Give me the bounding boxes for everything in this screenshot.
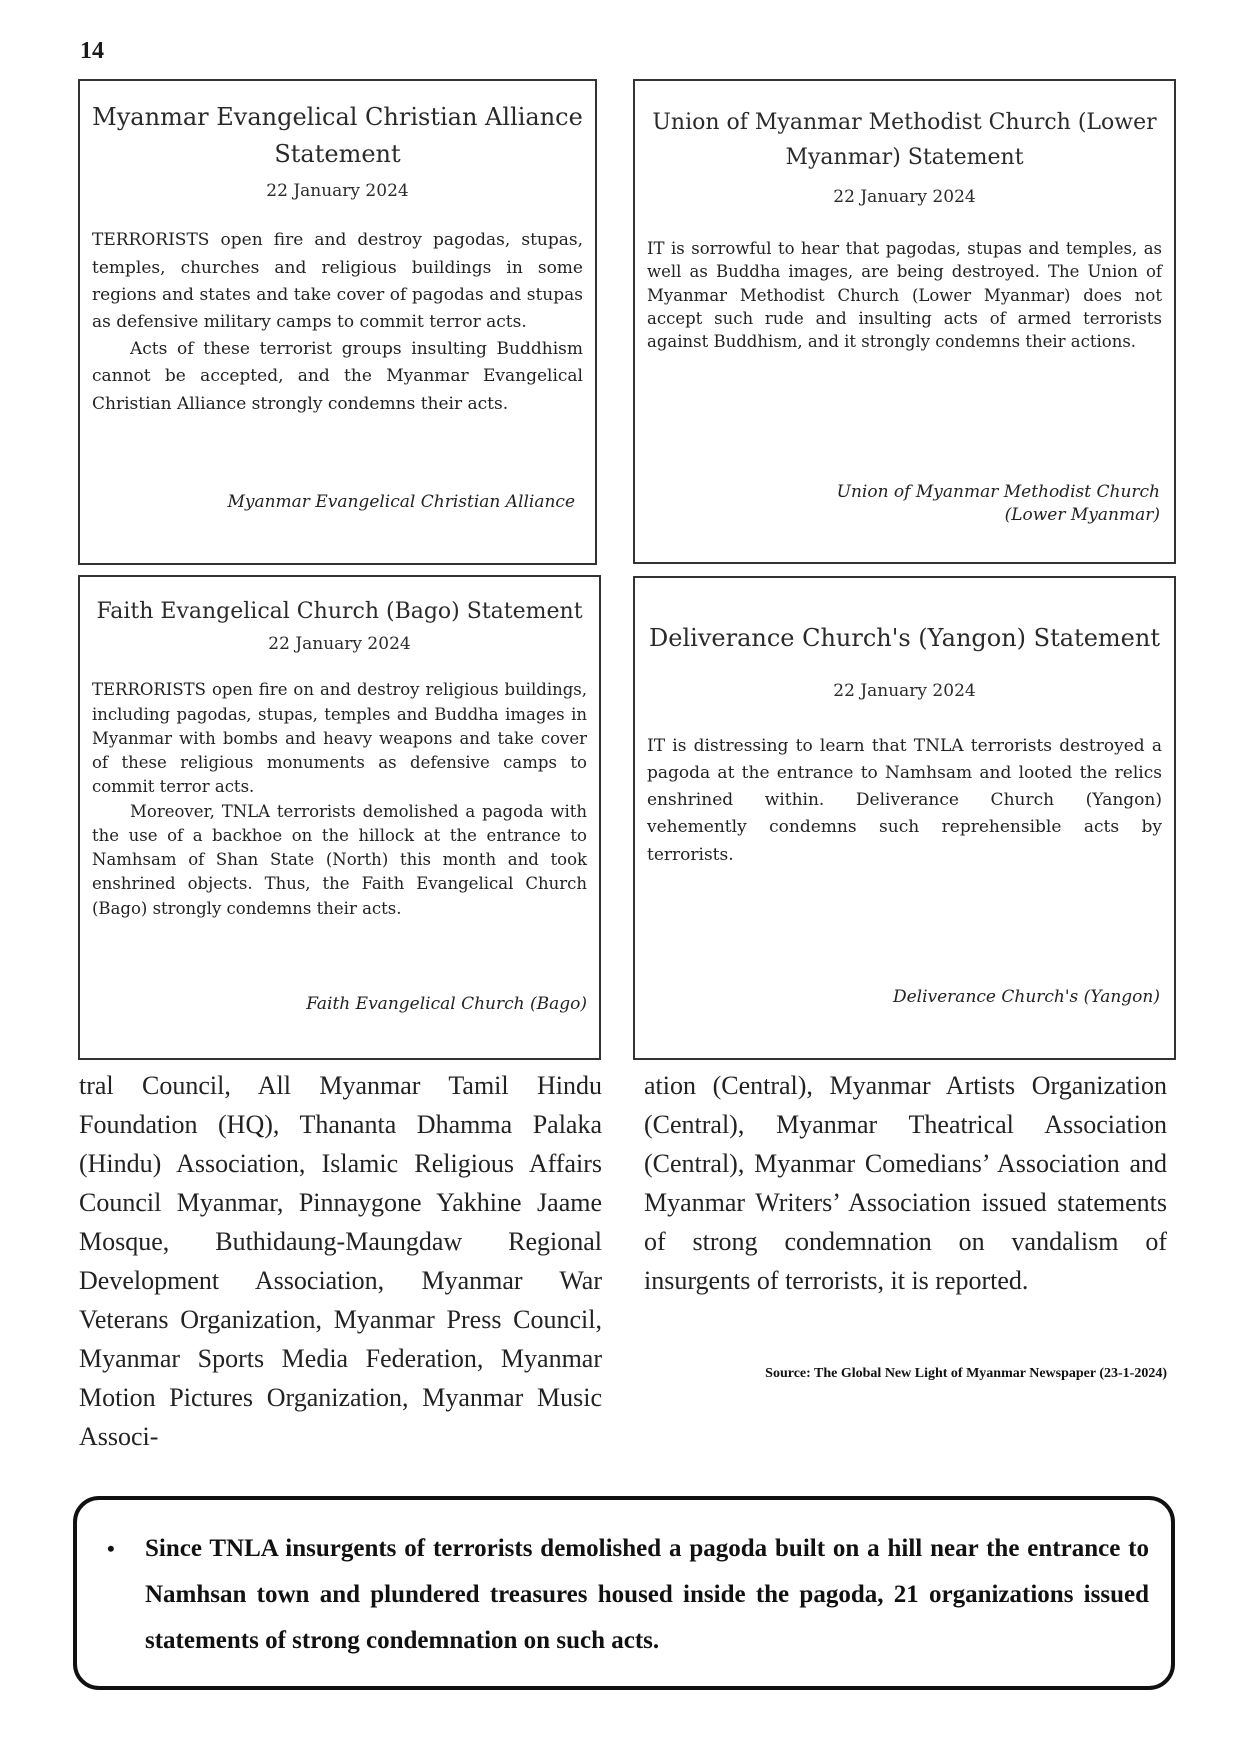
- bullet-icon: •: [107, 1536, 115, 1561]
- statement-title: Myanmar Evangelical Christian Alliance Statement: [92, 103, 583, 169]
- statement-signature: [837, 481, 1160, 527]
- article-right-column: [644, 1066, 1167, 1300]
- statement-paragraph: IT is sorrowful to hear that pagodas, stupas and temples, as well as Buddha images, are being destroyed. The Union of Myanmar Methodist Church (Lower Myanmar) does not accept such rude and insulting acts of armed terrorists against Buddhism, and it strongly condemns their actions.: [647, 239, 1162, 351]
- statement-date: 22 January 2024: [833, 187, 976, 208]
- signature-line: (Lower Myanmar): [1004, 504, 1160, 525]
- statement-body: [92, 227, 583, 417]
- statement-date: 22 January 2024: [268, 634, 411, 655]
- statement-title: Union of Myanmar Methodist Church (Lower Myanmar) Statement: [652, 110, 1157, 171]
- summary-item: [97, 1526, 1149, 1664]
- source-citation: Source: The Global New Light of Myanmar Newspaper (23-1-2024): [765, 1366, 1167, 1381]
- signature-line: Myanmar Evangelical Christian Alliance: [227, 492, 575, 512]
- page-number: 14: [80, 38, 104, 64]
- statement-signature: [893, 986, 1160, 1009]
- statement-title: Faith Evangelical Church (Bago) Statement: [96, 599, 583, 624]
- statement-signature: [306, 993, 587, 1016]
- statement-paragraph: Moreover, TNLA terrorists demolished a pagoda with the use of a backhoe on the hillock at the entrance to Namhsam of Shan State (North) this month and took enshrined objects. Thus, the Faith Evangelical Church (Bago) strongly condemns their acts.: [92, 801, 587, 918]
- statement-box-deliverance-church: [633, 576, 1176, 1060]
- article-text: tral Council, All Myanmar Tamil Hindu Foundation (HQ), Thananta Dhamma Palaka (Hindu) Association, Islamic Religious Affairs Council Myanmar, Pinnaygone Yakhine Jaame Mosque, Buthidaung-Maungdaw Regional Development Association, Myanmar War Veterans Organization, Myanmar Press Council, Myanmar Sports Media Federation, Myanmar Motion Pictures Organization, Myanmar Music Associ-: [79, 1071, 602, 1451]
- statement-box-myanmar-evangelical-christian-alliance: [78, 79, 597, 565]
- statement-signature: [227, 491, 575, 514]
- signature-line: Union of Myanmar Methodist Church: [836, 482, 1160, 502]
- statement-box-faith-evangelical-church: [78, 575, 601, 1060]
- statement-paragraph: IT is distressing to learn that TNLA terrorists destroyed a pagoda at the entrance to Namhsam and looted the relics enshrined within. Deliverance Church (Yangon) vehemently condemns such reprehensible acts by terrorists.: [647, 735, 1162, 865]
- summary-text: Since TNLA insurgents of terrorists demolished a pagoda built on a hill near the entrance to Namhsan town and plundered treasures housed inside the pagoda, 21 organizations issued statements of strong condemnation on such acts.: [145, 1535, 1149, 1654]
- signature-line: Deliverance Church's (Yangon): [892, 987, 1160, 1007]
- statement-paragraph: TERRORISTS open fire and destroy pagodas, stupas, temples, churches and religious buildings in some regions and states and take cover of pagodas and stupas as defensive military camps to commit terror acts.: [92, 230, 583, 332]
- signature-line: Faith Evangelical Church (Bago): [306, 994, 587, 1014]
- statement-date: 22 January 2024: [266, 181, 409, 202]
- statement-body: [647, 237, 1162, 352]
- statement-box-union-of-myanmar-methodist-church: [633, 79, 1176, 564]
- summary-list: [97, 1526, 1149, 1664]
- statement-paragraph: Acts of these terrorist groups insulting Buddhism cannot be accepted, and the Myanmar Evangelical Christian Alliance strongly condemns their acts.: [92, 339, 583, 414]
- statement-body: [647, 733, 1162, 869]
- statement-title: Deliverance Church's (Yangon) Statement: [649, 624, 1160, 652]
- article-left-column: [79, 1066, 602, 1456]
- statement-body: [92, 678, 587, 921]
- article-text: ation (Central), Myanmar Artists Organization (Central), Myanmar Theatrical Association (Central), Myanmar Comedians’ Association and Myanmar Writers’ Association issued statements of strong condemnation on vandalism of insurgents of terrorists, it is reported.: [644, 1071, 1167, 1295]
- summary-callout: [73, 1496, 1175, 1690]
- statement-paragraph: TERRORISTS open fire on and destroy religious buildings, including pagodas, stupas, temples and Buddha images in Myanmar with bombs and heavy weapons and take cover of these religious monuments as defensive camps to commit terror acts.: [92, 680, 587, 797]
- statement-date: 22 January 2024: [833, 680, 976, 701]
